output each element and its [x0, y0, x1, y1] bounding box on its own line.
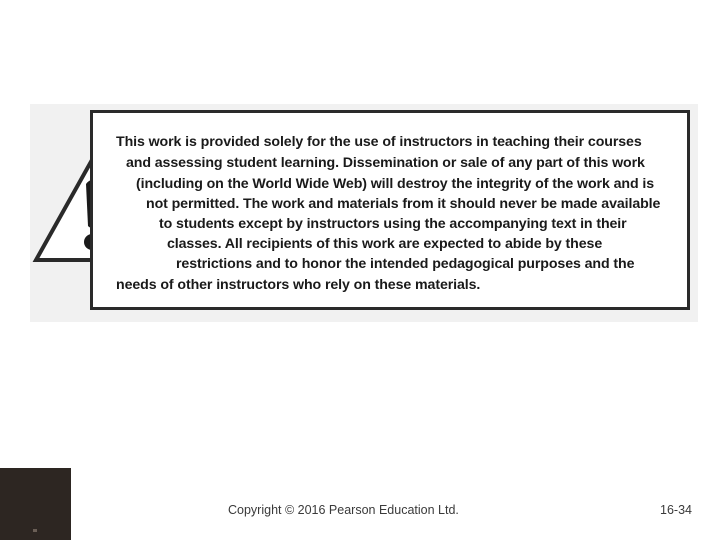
notice-line-2: and assessing student learning. Dissemination or sale of any part of this work — [126, 155, 645, 171]
thumbnail-lettering-right — [33, 494, 34, 504]
notice-line-6: classes. All recipients of this work are expected to abide by these — [167, 236, 603, 252]
notice-line-7: restrictions and to honor the intended pedagogical purposes and the — [176, 256, 635, 272]
notice-line-3: (including on the World Wide Web) will destroy the integrity of the work and is — [136, 176, 654, 192]
notice-line-5: to students except by instructors using the accompanying text in their — [159, 216, 627, 232]
notice-line-4: not permitted. The work and materials from it should never be made available — [146, 196, 661, 212]
thumbnail-lettering-left — [11, 493, 12, 507]
notice-graphic — [30, 104, 698, 322]
copyright-text: Copyright © 2016 Pearson Education Ltd. — [228, 503, 459, 517]
thumbnail-mark — [33, 529, 37, 532]
notice-line-1: This work is provided solely for the use of instructors in teaching their courses — [116, 134, 642, 150]
page-number: 16-34 — [660, 503, 692, 517]
notice-line-8: needs of other instructors who rely on these materials. — [116, 277, 481, 293]
book-cover-thumbnail — [0, 468, 71, 540]
